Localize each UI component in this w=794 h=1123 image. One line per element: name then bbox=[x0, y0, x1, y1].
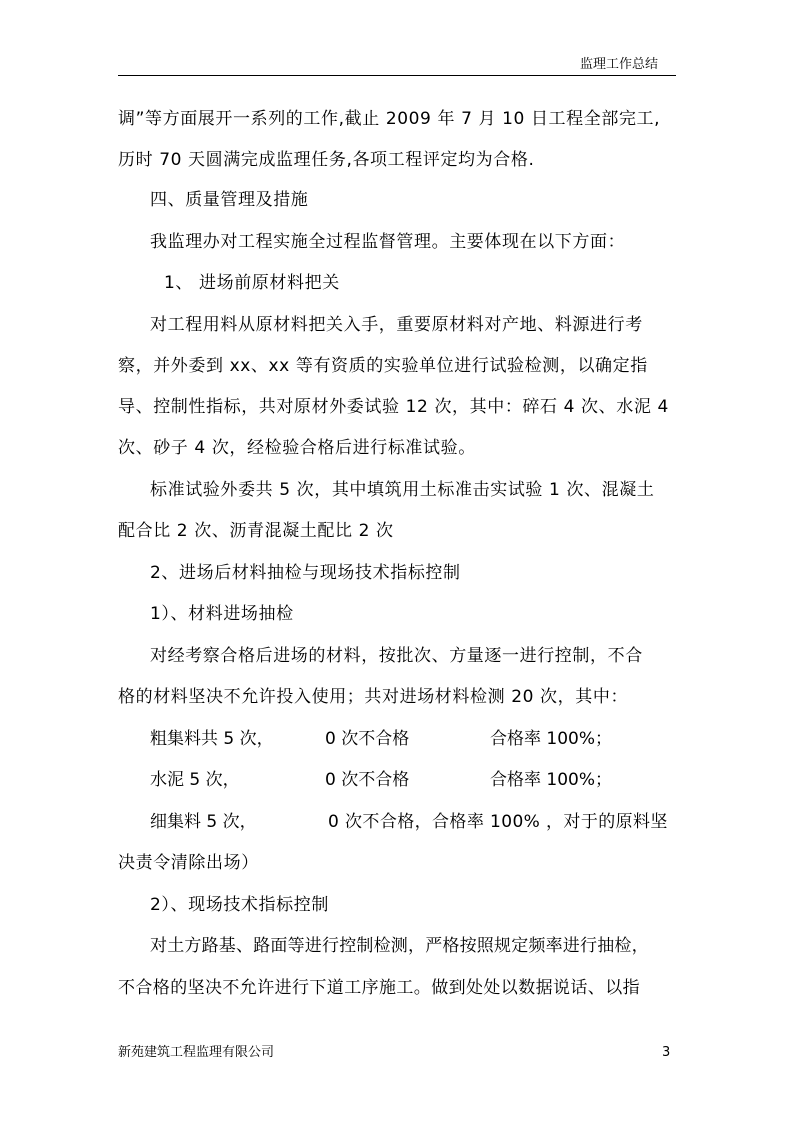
stat-rate: 合格率 100%； bbox=[490, 770, 613, 790]
footer-company: 新苑建筑工程监理有限公司 bbox=[118, 1045, 275, 1060]
paragraph-line: 格的材料坚决不允许投入使用；共对进场材料检测 20 次，其中： bbox=[118, 687, 629, 707]
stat-rate: 合格率 100%； bbox=[490, 729, 613, 749]
paragraph-line: 决责令清除出场） bbox=[118, 853, 259, 873]
sub-heading: 2）、现场技术指标控制 bbox=[150, 895, 329, 915]
section-heading: 四、质量管理及措施 bbox=[150, 190, 309, 210]
stat-fail: 0 次不合格 bbox=[325, 770, 410, 790]
paragraph-line: 标准试验外委共 5 次，其中填筑用土标准击实试验 1 次、混凝土 bbox=[150, 480, 655, 500]
paragraph-line: 我监理办对工程实施全过程监督管理。主要体现在以下方面： bbox=[150, 232, 626, 252]
paragraph-line: 对土方路基、路面等进行控制检测，严格按照规定频率进行抽检， bbox=[150, 936, 649, 956]
paragraph-line: 不合格的坚决不允许进行下道工序施工。做到处处以数据说话、以指 bbox=[118, 978, 640, 998]
stat-detail: 0 次不合格，合格率 100% ，对于的原料坚 bbox=[328, 812, 668, 832]
paragraph-line: 导、控制性指标，共对原材外委试验 12 次，其中：碎石 4 次、水泥 4 bbox=[118, 397, 669, 417]
paragraph-line: 察，并外委到 xx、xx 等有资质的实验单位进行试验检测，以确定指 bbox=[118, 356, 648, 376]
header-divider bbox=[118, 75, 676, 76]
paragraph-line: 对经考察合格后进场的材料，按批次、方量逐一进行控制，不合 bbox=[150, 646, 643, 666]
header-title: 监理工作总结 bbox=[580, 57, 659, 72]
item-heading: 2、进场后材料抽检与现场技术指标控制 bbox=[150, 563, 461, 583]
stat-material: 细集料 5 次， bbox=[150, 812, 257, 832]
sub-heading: 1）、材料进场抽检 bbox=[150, 604, 294, 624]
paragraph-line: 历时 70 天圆满完成监理任务,各项工程评定均为合格. bbox=[118, 150, 535, 170]
page-number: 3 bbox=[662, 1045, 671, 1060]
stat-fail: 0 次不合格 bbox=[325, 729, 410, 749]
paragraph-line: 对工程用料从原材料把关入手，重要原材料对产地、料源进行考 bbox=[150, 315, 643, 335]
paragraph-line: 配合比 2 次、沥青混凝土配比 2 次 bbox=[118, 521, 394, 541]
paragraph-line: 次、砂子 4 次，经检验合格后进行标准试验。 bbox=[118, 438, 476, 458]
item-heading: 1、 进场前原材料把关 bbox=[164, 273, 340, 293]
paragraph-line: 调”等方面展开一系列的工作,截止 2009 年 7 月 10 日工程全部完工, bbox=[118, 109, 661, 129]
stat-material: 粗集料共 5 次， bbox=[150, 729, 274, 749]
stat-material: 水泥 5 次， bbox=[150, 770, 240, 790]
